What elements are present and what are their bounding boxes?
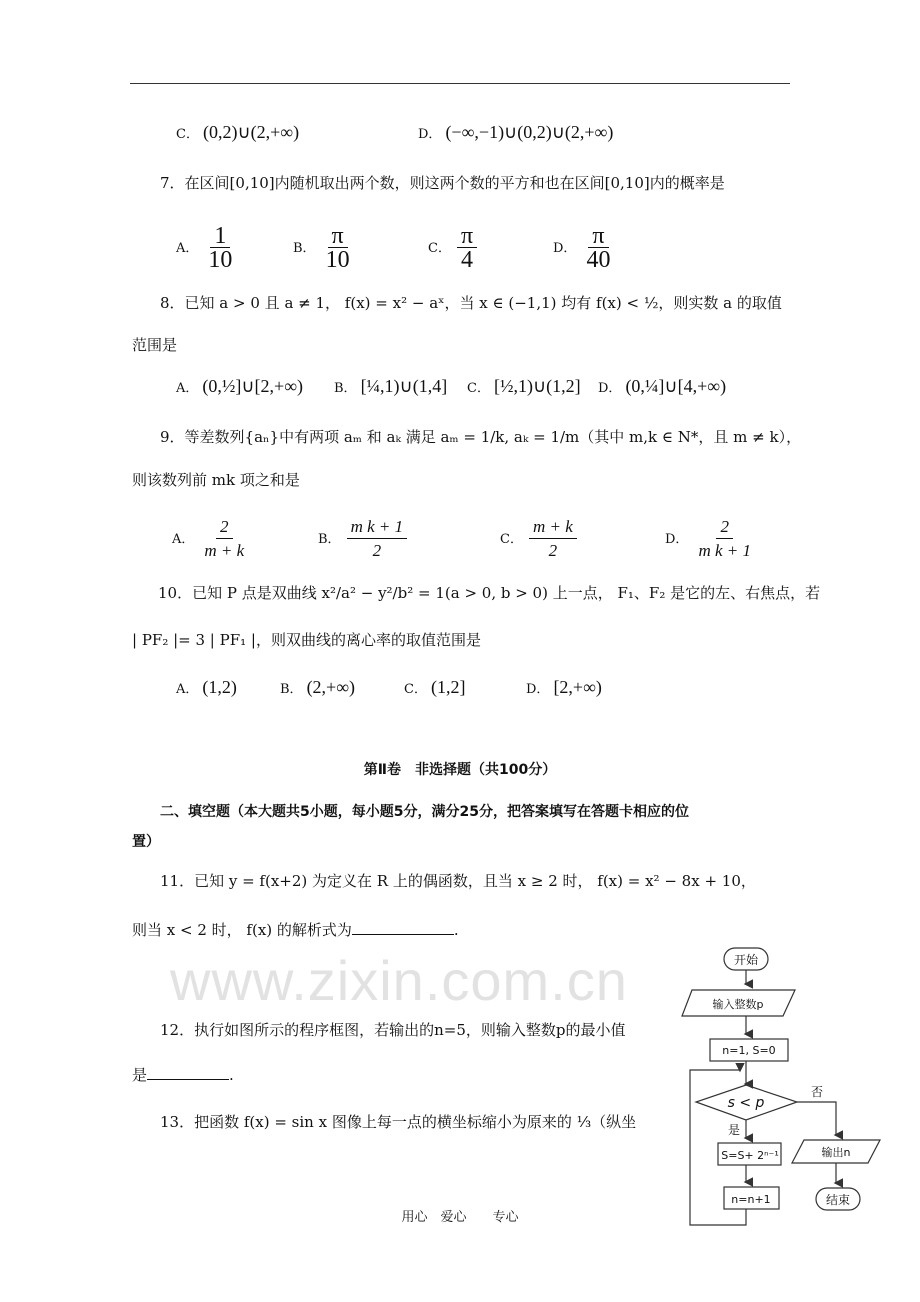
option-label: A． xyxy=(172,532,195,547)
q7-text: 7．在区间[0,10]内随机取出两个数，则这两个数的平方和也在区间[0,10]内的概率是 xyxy=(160,174,725,192)
q8-option-b xyxy=(334,376,447,397)
option-label: A． xyxy=(176,682,199,697)
q8-text: 8．已知 a > 0 且 a ≠ 1， f(x) = x² − aˣ，当 x ∈ (−1,1) 均有 f(x) < ½，则实数 a 的取值 xyxy=(160,294,782,312)
q6-option-d xyxy=(418,122,613,143)
section-instructions: 二、填空题（本大题共5小题，每小题5分，满分25分，把答案填写在答题卡相应的位 xyxy=(160,804,689,820)
section-title: 第Ⅱ卷 非选择题（共100分） xyxy=(363,762,557,778)
q10-option-d xyxy=(526,677,602,698)
q9-text-cont: 则该数列前 mk 项之和是 xyxy=(132,471,300,489)
section-instructions-cont: 置） xyxy=(132,834,160,850)
answer-blank[interactable] xyxy=(352,920,454,935)
q9-text: 9．等差数列{aₙ}中有两项 aₘ 和 aₖ 满足 aₘ = 1/k, aₖ = 1/m（其中 m,k ∈ N*，且 m ≠ k）， xyxy=(160,428,802,446)
increment-label: n=n+1 xyxy=(731,1193,771,1206)
option-value: (1,2) xyxy=(202,677,237,697)
option-label: D． xyxy=(553,241,577,256)
q9-option-c xyxy=(500,516,577,563)
option-value: (2,+∞) xyxy=(306,677,356,697)
option-value: (−∞,−1)∪(0,2)∪(2,+∞) xyxy=(445,122,614,142)
option-label: B． xyxy=(318,532,341,547)
q8-option-c xyxy=(467,376,581,397)
output-label: 输出n xyxy=(821,1146,851,1159)
numerator: 1 xyxy=(210,225,230,248)
q8-text-cont: 范围是 xyxy=(132,336,178,354)
denominator: m + k xyxy=(204,541,245,560)
watermark: www.zixin.com.cn xyxy=(170,949,628,1012)
numerator: π xyxy=(588,225,608,248)
q12-text-cont xyxy=(132,1065,234,1085)
option-value: [2,+∞) xyxy=(553,677,602,697)
q7-option-d xyxy=(553,225,614,272)
option-label: B． xyxy=(334,381,357,396)
option-value: [¼,1)∪(1,4] xyxy=(360,376,448,396)
q8-option-d xyxy=(598,376,726,397)
option-label: D． xyxy=(665,532,689,547)
option-value: (0,2)∪(2,+∞) xyxy=(202,122,300,142)
q7-option-a xyxy=(176,225,236,272)
footer: 用心 爱心 专心 xyxy=(401,1210,519,1225)
option-label: A． xyxy=(176,241,199,256)
option-value: (0,¼]∪[4,+∞) xyxy=(625,376,727,396)
period: . xyxy=(229,1066,234,1084)
start-label: 开始 xyxy=(733,953,759,967)
q10-text-cont: | PF₂ |= 3 | PF₁ |，则双曲线的离心率的取值范围是 xyxy=(132,631,481,649)
q11-prompt: 则当 x < 2 时， f(x) 的解析式为 xyxy=(132,921,352,939)
option-label: C． xyxy=(500,532,523,547)
q10-option-a xyxy=(176,677,237,698)
flowchart xyxy=(680,940,900,1230)
denominator: 4 xyxy=(461,247,474,273)
q12-text: 12．执行如图所示的程序框图，若输出的n=5，则输入整数p的最小值 xyxy=(160,1021,626,1039)
q12-prompt: 是 xyxy=(132,1066,148,1084)
q10-option-c xyxy=(404,677,465,698)
q10-option-b xyxy=(280,677,355,698)
answer-blank[interactable] xyxy=(147,1065,229,1080)
option-label: C． xyxy=(428,241,451,256)
q11-text-cont xyxy=(132,920,459,940)
option-label: A． xyxy=(176,381,199,396)
q10-text: 10．已知 P 点是双曲线 x²/a² − y²/b² = 1(a > 0, b > 0) 上一点， F₁、F₂ 是它的左、右焦点，若 xyxy=(158,584,821,602)
option-label: D． xyxy=(418,127,442,142)
no-label: 否 xyxy=(810,1085,824,1099)
denominator: m k + 1 xyxy=(698,541,751,560)
numerator: 2 xyxy=(716,516,733,539)
numerator: m + k xyxy=(529,516,577,539)
denominator: 2 xyxy=(372,541,382,560)
option-label: C． xyxy=(176,127,199,142)
q9-option-d xyxy=(665,516,755,563)
numerator: 2 xyxy=(216,516,233,539)
denominator: 10 xyxy=(325,247,350,273)
option-label: D． xyxy=(526,682,550,697)
q8-option-a xyxy=(176,376,303,397)
numerator: π xyxy=(457,225,477,248)
denominator: 10 xyxy=(208,247,233,273)
q7-option-c xyxy=(428,225,477,272)
option-label: C． xyxy=(467,381,490,396)
input-label: 输入整数p xyxy=(712,998,764,1011)
period: . xyxy=(453,921,459,939)
yes-label: 是 xyxy=(727,1123,741,1137)
option-label: D． xyxy=(598,381,622,396)
numerator: π xyxy=(328,225,348,248)
option-label: B． xyxy=(280,682,303,697)
q11-text: 11．已知 y = f(x+2) 为定义在 R 上的偶函数，且当 x ≥ 2 时， f(x) = x² − 8x + 10， xyxy=(160,872,756,890)
header-rule xyxy=(130,83,790,84)
end-label: 结束 xyxy=(825,1193,851,1207)
q9-option-a xyxy=(172,516,248,563)
condition-label: s < p xyxy=(727,1095,765,1111)
option-label: B． xyxy=(293,241,316,256)
option-label: C． xyxy=(404,682,427,697)
q13-text: 13．把函数 f(x) = sin x 图像上每一点的横坐标缩小为原来的 ⅓（纵坐 xyxy=(160,1113,637,1131)
q6-option-c xyxy=(176,122,299,143)
q7-option-b xyxy=(293,225,354,272)
update-label: S=S+ 2ⁿ⁻¹ xyxy=(721,1149,779,1162)
q9-option-b xyxy=(318,516,407,563)
option-value: [½,1)∪(1,2] xyxy=(493,376,581,396)
denominator: 2 xyxy=(548,541,558,560)
numerator: m k + 1 xyxy=(347,516,408,539)
option-value: (1,2] xyxy=(430,677,466,697)
init-label: n=1, S=0 xyxy=(722,1044,776,1057)
option-value: (0,½]∪[2,+∞) xyxy=(202,376,304,396)
denominator: 40 xyxy=(586,247,611,273)
